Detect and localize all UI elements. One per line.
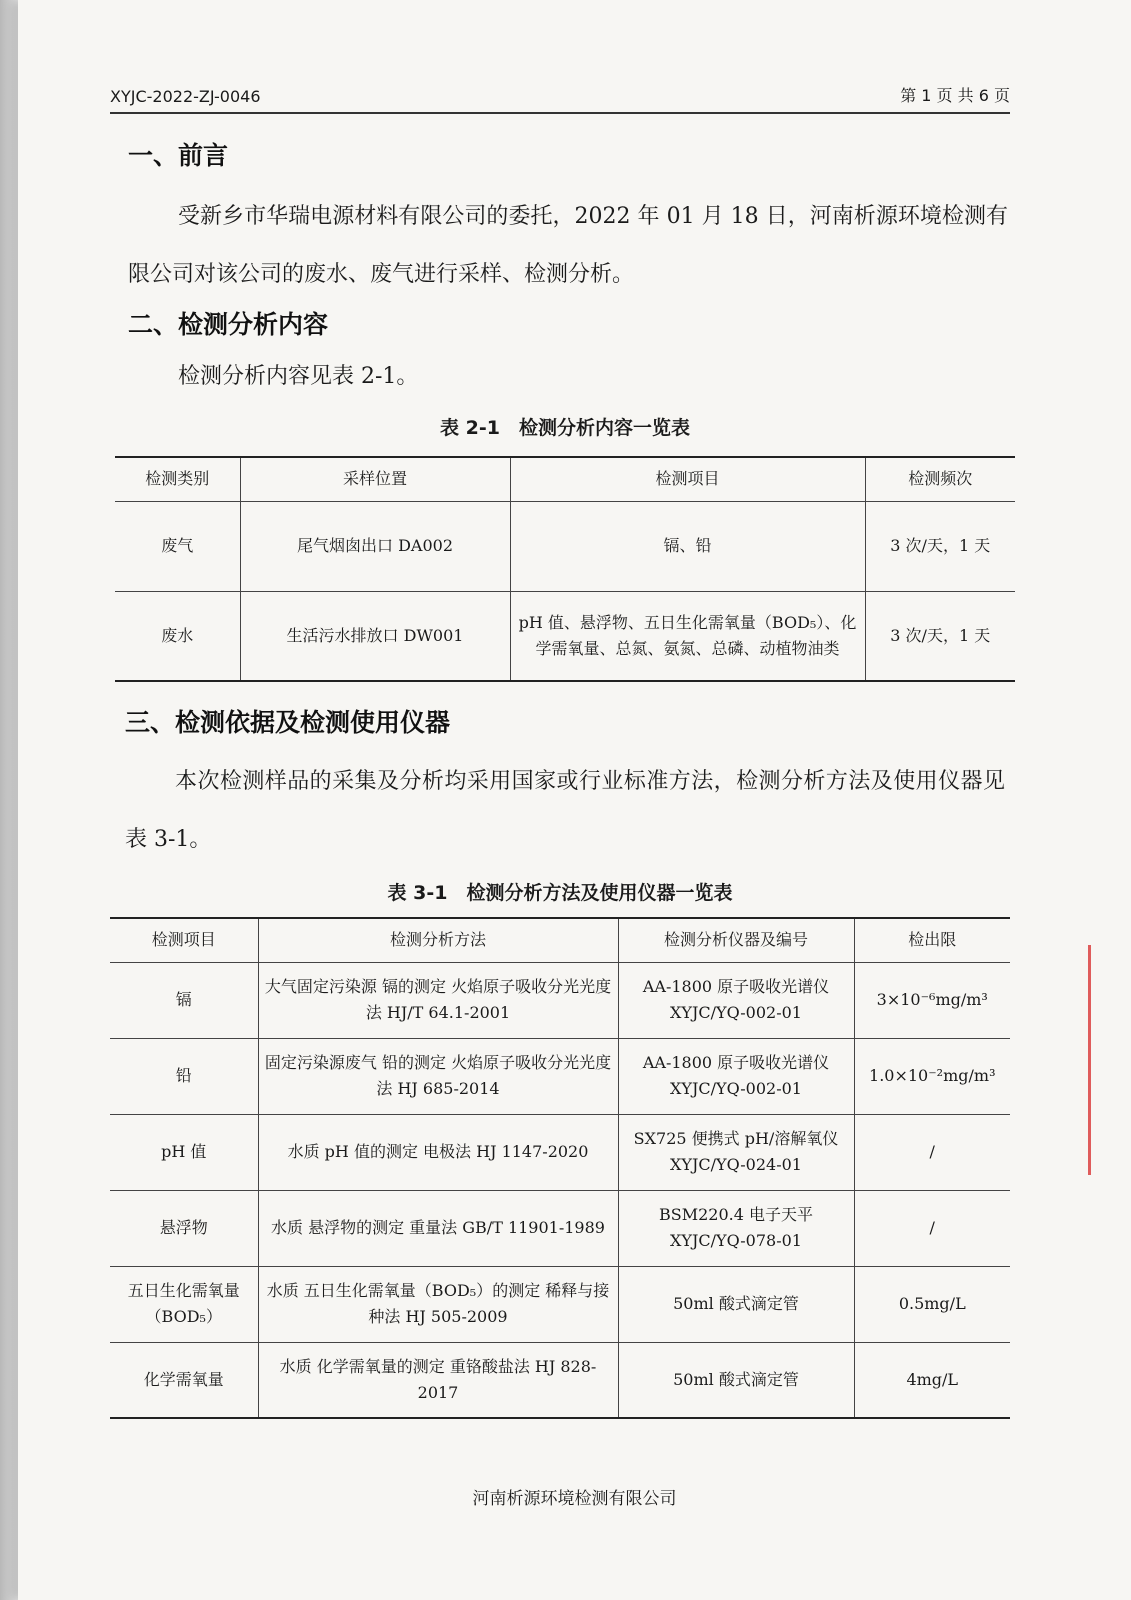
cell-method: 水质 pH 值的测定 电极法 HJ 1147-2020 [258,1114,618,1190]
page-number: 第 1 页 共 6 页 [900,86,1010,105]
cell-frequency: 3 次/天，1 天 [865,591,1015,681]
cell-method: 固定污染源废气 铅的测定 火焰原子吸收分光光度法 HJ 685-2014 [258,1038,618,1114]
table-row [115,501,1015,591]
section-1-title: 一、前言 [128,141,229,170]
cell-limit: 1.0×10⁻²mg/m³ [854,1038,1010,1114]
cell-method: 水质 五日生化需氧量（BOD₅）的测定 稀释与接种法 HJ 505-2009 [258,1266,618,1342]
cell-category: 废水 [115,591,240,681]
table-row [110,1038,1010,1114]
table-header-row [110,918,1010,962]
document-code: XYJC-2022-ZJ-0046 [110,87,261,106]
cell-instrument: BSM220.4 电子天平 XYJC/YQ-078-01 [618,1190,854,1266]
section-1-paragraph: 受新乡市华瑞电源材料有限公司的委托，2022 年 01 月 18 日，河南析源环境检测有限公司对该公司的废水、废气进行采样、检测分析。 [128,204,1008,287]
cell-instrument: 50ml 酸式滴定管 [618,1266,854,1342]
column-header: 检测分析仪器及编号 [618,918,854,962]
column-header: 检测类别 [115,457,240,501]
cell-limit: 0.5mg/L [854,1266,1010,1342]
column-header: 检出限 [854,918,1010,962]
cell-method: 水质 化学需氧量的测定 重铬酸盐法 HJ 828-2017 [258,1342,618,1418]
table-row [110,1342,1010,1418]
page-footer: 河南析源环境检测有限公司 [472,1489,677,1509]
cell-limit: 4mg/L [854,1342,1010,1418]
cell-items: pH 值、悬浮物、五日生化需氧量（BOD₅）、化学需氧量、总氮、氨氮、总磷、动植物油类 [510,591,865,681]
table-row [110,1114,1010,1190]
cell-instrument: 50ml 酸式滴定管 [618,1342,854,1418]
page-header [110,80,1010,114]
cell-instrument: SX725 便携式 pH/溶解氧仪 XYJC/YQ-024-01 [618,1114,854,1190]
section-3-paragraph: 本次检测样品的采集及分析均采用国家或行业标准方法，检测分析方法及使用仪器见表 3-1。 [125,769,1005,852]
section-3-title: 三、检测依据及检测使用仪器 [125,708,451,737]
cell-location: 生活污水排放口 DW001 [240,591,510,681]
table-row [115,591,1015,681]
cell-location: 尾气烟囱出口 DA002 [240,501,510,591]
cell-limit: / [854,1190,1010,1266]
column-header: 检测分析方法 [258,918,618,962]
cell-instrument: AA-1800 原子吸收光谱仪 XYJC/YQ-002-01 [618,1038,854,1114]
table-header-row [115,457,1015,501]
column-header: 检测项目 [110,918,258,962]
table-2-1-caption: 表 2-1 检测分析内容一览表 [440,417,690,439]
page-edge-shadow [0,0,18,1600]
table-row [110,1266,1010,1342]
cell-limit: / [854,1114,1010,1190]
cell-frequency: 3 次/天，1 天 [865,501,1015,591]
cell-item: 镉 [110,962,258,1038]
column-header: 采样位置 [240,457,510,501]
section-2-paragraph: 检测分析内容见表 2-1。 [178,364,419,389]
cell-item: 五日生化需氧量（BOD₅） [110,1266,258,1342]
table-3-1-caption: 表 3-1 检测分析方法及使用仪器一览表 [387,882,733,904]
red-seal-stamp [1088,945,1115,1175]
table-row [110,962,1010,1038]
cell-item: pH 值 [110,1114,258,1190]
cell-instrument: AA-1800 原子吸收光谱仪 XYJC/YQ-002-01 [618,962,854,1038]
cell-item: 铅 [110,1038,258,1114]
cell-method: 水质 悬浮物的测定 重量法 GB/T 11901-1989 [258,1190,618,1266]
cell-category: 废气 [115,501,240,591]
cell-limit: 3×10⁻⁶mg/m³ [854,962,1010,1038]
cell-item: 悬浮物 [110,1190,258,1266]
table-2-1 [115,456,1015,682]
column-header: 检测频次 [865,457,1015,501]
table-row [110,1190,1010,1266]
section-2-title: 二、检测分析内容 [128,310,329,339]
table-3-1 [110,917,1010,1419]
column-header: 检测项目 [510,457,865,501]
cell-items: 镉、铅 [510,501,865,591]
cell-method: 大气固定污染源 镉的测定 火焰原子吸收分光光度法 HJ/T 64.1-2001 [258,962,618,1038]
cell-item: 化学需氧量 [110,1342,258,1418]
